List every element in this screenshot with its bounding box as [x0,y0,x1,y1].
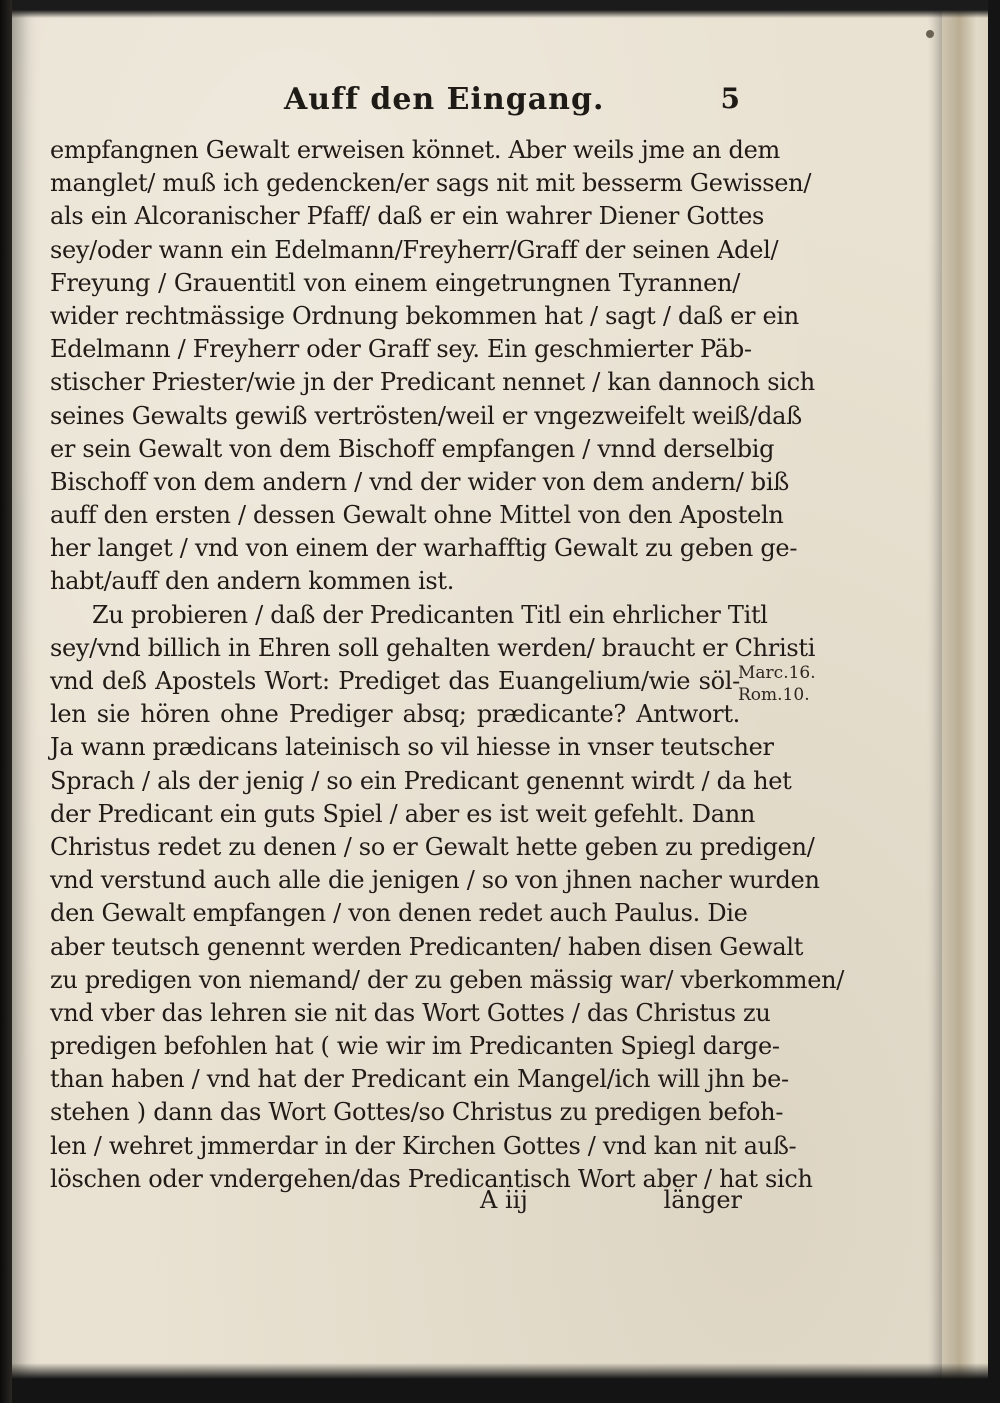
text-line: len / wehret jmmerdar in der Kirchen Gottes / vnd kan nit auß- [50,1131,797,1160]
text-line: stischer Priester/wie jn der Predicant nennet / kan dannoch sich [50,368,815,397]
text-line: stehen ) dann das Wort Gottes/so Christus zu predigen befoh- [50,1098,784,1127]
text-line: Bischoff von dem andern / vnd der wider von dem andern/ biß [50,467,789,496]
text-line: sey/vnd billich in Ehren soll gehalten werden/ braucht er Christi [50,633,816,662]
text-line: than haben / vnd hat der Predicant ein Mangel/ich will jhn be- [50,1065,789,1094]
text-line: der Predicant ein guts Spiel / aber es ist weit gefehlt. Dann [50,799,756,828]
text-line: zu predigen von niemand/ der zu geben mässig war/ vberkommen/ [50,965,845,994]
text-line: habt/auff den andern kommen ist. [50,567,455,596]
page-number: 5 [720,82,740,115]
text-line: Edelmann / Freyherr oder Graff sey. Ein geschmierter Päb- [50,335,752,364]
text-line: er sein Gewalt von dem Bischoff empfangen / vnnd derselbig [50,434,775,463]
text-line: sey/oder wann ein Edelmann/Freyherr/Graff der seinen Adel/ [50,235,779,264]
text-line: len sie hören ohne Prediger absq; prædicante? Antwort. [50,700,740,729]
text-line: Zu probieren / daß der Predicanten Titl ein ehrlicher Titl [92,600,768,629]
text-line: den Gewalt empfangen / von denen redet auch Paulus. Die [50,899,748,928]
text-line: löschen oder vndergehen/das Predicantisch Wort aber / hat sich [50,1164,813,1193]
page-header [280,82,740,122]
scan-right-border [988,0,1000,1403]
text-line: vnd deß Apostels Wort: Prediget das Euangelium/wie söl- [50,667,740,695]
margin-note: Rom.10. [738,685,810,705]
signature-mark: A iij [480,1186,528,1214]
scan-left-edge [0,0,12,1403]
text-line: Christus redet zu denen / so er Gewalt hette geben zu predigen/ [50,832,815,861]
text-line: empfangnen Gewalt erweisen könnet. Aber weils jme an dem [50,136,780,164]
scan-top-border [12,0,1000,18]
text-line: seines Gewalts gewiß vertrösten/weil er vngezweifelt weiß/daß [50,401,802,430]
text-line: manglet/ muß ich gedencken/er sags nit mit besserm Gewissen/ [50,169,812,198]
catchword: länger [663,1186,742,1214]
page-footer [480,1186,742,1218]
text-line: aber teutsch genennt werden Predicanten/ haben disen Gewalt [50,932,804,961]
text-line: Freyung / Grauentitl von einem eingetrungnen Tyrannen/ [50,268,740,297]
margin-notes [738,662,858,706]
paper-blemish [926,30,934,38]
text-line: als ein Alcoranischer Pfaff/ daß er ein wahrer Diener Gottes [50,202,765,231]
text-line: vnd vber das lehren sie nit das Wort Gottes / das Christus zu [50,998,771,1027]
text-line: vnd verstund auch alle die jenigen / so von jhnen nacher wurden [50,866,820,895]
text-line: her langet / vnd von einem der warhafftig Gewalt zu geben ge- [50,534,798,563]
text-line: Ja wann prædicans lateinisch so vil hiesse in vnser teutscher [50,733,774,762]
margin-note: Marc.16. [738,663,816,683]
text-line: wider rechtmässige Ordnung bekommen hat / sagt / daß er ein [50,301,799,330]
text-line: predigen befohlen hat ( wie wir im Predicanten Spiegl darge- [50,1032,780,1061]
running-head: Auff den Eingang. [284,82,605,117]
scan-bottom-border [12,1363,1000,1403]
text-line: auff den ersten / dessen Gewalt ohne Mittel von den Aposteln [50,501,784,530]
text-line: Sprach / als der jenig / so ein Predicant genennt wirdt / da het [50,766,792,795]
